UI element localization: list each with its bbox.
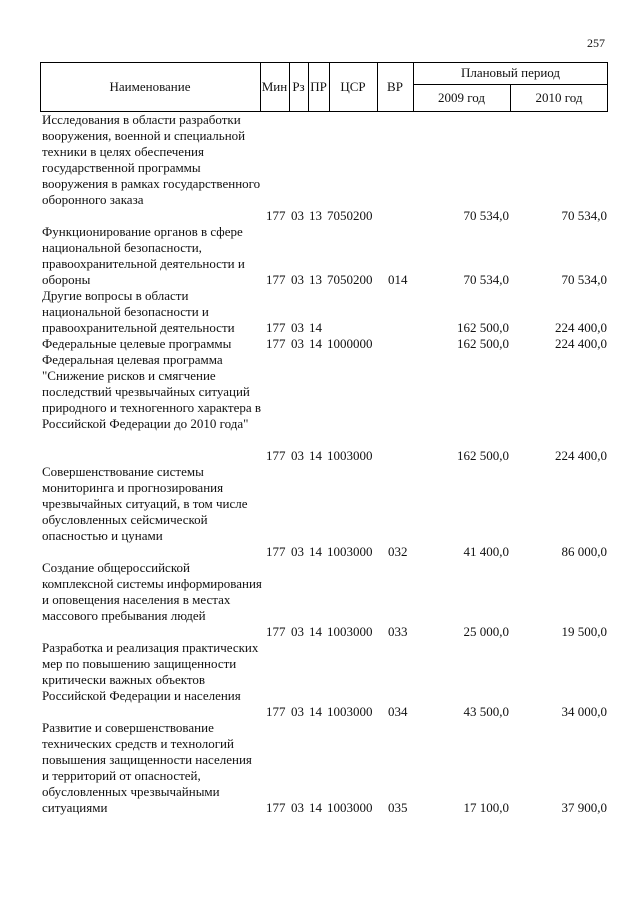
row-2009: 162 500,0 xyxy=(457,336,509,351)
row-name: Другие вопросы в области национальной безопасности и правоохранительной деятельности xyxy=(42,288,235,335)
table-row xyxy=(0,640,640,720)
table-row xyxy=(0,336,640,352)
row-pr: 14 xyxy=(309,704,322,719)
row-2009: 25 000,0 xyxy=(463,624,509,639)
row-name: Развитие и совершенствование технических средств и технологий повышения защищенности населения и территорий от опасностей, обусловленных чрезвычайными ситуациями xyxy=(42,720,252,815)
header-rz: Рз xyxy=(292,79,305,94)
row-pr: 14 xyxy=(309,320,322,335)
row-2009: 43 500,0 xyxy=(463,704,509,719)
row-min: 177 xyxy=(266,800,286,815)
row-2010: 70 534,0 xyxy=(561,208,607,223)
row-rz: 03 xyxy=(291,272,304,287)
header-min: Мин xyxy=(261,79,288,94)
row-min: 177 xyxy=(266,208,286,223)
row-name: Создание общероссийской комплексной системы информирования и оповещения населения в местах массового пребывания людей xyxy=(42,560,262,623)
table-row xyxy=(0,464,640,560)
table-header xyxy=(40,62,608,112)
header-name: Наименование xyxy=(109,79,191,94)
row-csr: 1003000 xyxy=(327,624,373,639)
row-rz: 03 xyxy=(291,800,304,815)
row-pr: 14 xyxy=(309,336,322,351)
row-2009: 162 500,0 xyxy=(457,320,509,335)
row-name: Исследования в области разработки вооружения, военной и специальной техники в целях обеспечения государственной программы вооружения в рамках государственного оборонного заказа xyxy=(42,112,261,207)
row-min: 177 xyxy=(266,272,286,287)
row-csr: 1003000 xyxy=(327,544,373,559)
row-min: 177 xyxy=(266,336,286,351)
row-min: 177 xyxy=(266,624,286,639)
row-2009: 41 400,0 xyxy=(463,544,509,559)
row-pr: 14 xyxy=(309,800,322,815)
table-row xyxy=(0,288,640,336)
row-name: Совершенствование системы мониторинга и прогнозирования чрезвычайных ситуаций, в том числе обусловленных сейсмической опасностью и цунами xyxy=(42,464,248,543)
header-year-2009: 2009 год xyxy=(438,90,485,105)
page-number: 257 xyxy=(587,36,605,50)
row-csr: 7050200 xyxy=(327,208,373,223)
table-row xyxy=(0,352,640,464)
row-pr: 14 xyxy=(309,544,322,559)
row-rz: 03 xyxy=(291,320,304,335)
row-rz: 03 xyxy=(291,704,304,719)
row-pr: 13 xyxy=(309,208,322,223)
header-csr: ЦСР xyxy=(340,79,366,94)
row-csr: 1003000 xyxy=(327,800,373,815)
row-2010: 34 000,0 xyxy=(561,704,607,719)
row-2010: 70 534,0 xyxy=(561,272,607,287)
row-rz: 03 xyxy=(291,208,304,223)
table-row xyxy=(0,112,640,224)
row-name: Разработка и реализация практических мер по повышению защищенности критически важных объектов Российской Федерации и населения xyxy=(42,640,259,703)
row-csr: 1003000 xyxy=(327,448,373,463)
row-2009: 70 534,0 xyxy=(463,272,509,287)
row-csr: 1000000 xyxy=(327,336,373,351)
table-row xyxy=(0,560,640,640)
row-pr: 14 xyxy=(309,448,322,463)
row-rz: 03 xyxy=(291,448,304,463)
row-rz: 03 xyxy=(291,624,304,639)
row-min: 177 xyxy=(266,320,286,335)
table-row xyxy=(0,224,640,288)
row-vr: 032 xyxy=(388,544,408,559)
header-vr: ВР xyxy=(387,79,403,94)
row-vr: 014 xyxy=(388,272,408,287)
table-row xyxy=(0,720,640,816)
header-planning-period: Плановый период xyxy=(460,65,561,80)
row-2010: 37 900,0 xyxy=(561,800,607,815)
row-2010: 224 400,0 xyxy=(555,320,607,335)
row-2009: 162 500,0 xyxy=(457,448,509,463)
row-vr: 034 xyxy=(388,704,408,719)
row-2009: 17 100,0 xyxy=(463,800,509,815)
row-name: Функционирование органов в сфере национальной безопасности, правоохранительной деятельности и обороны xyxy=(42,224,245,287)
row-name: Федеральные целевые программы xyxy=(42,336,232,351)
row-pr: 14 xyxy=(309,624,322,639)
row-name: Федеральная целевая программа "Снижение рисков и смягчение последствий чрезвычайных ситуаций природного и техногенного характера в Российской Федерации до 2010 года" xyxy=(42,352,262,431)
row-2010: 19 500,0 xyxy=(561,624,607,639)
table-body xyxy=(0,112,640,816)
row-pr: 13 xyxy=(309,272,322,287)
row-min: 177 xyxy=(266,704,286,719)
row-rz: 03 xyxy=(291,336,304,351)
row-2010: 224 400,0 xyxy=(555,448,607,463)
row-2010: 86 000,0 xyxy=(561,544,607,559)
row-2009: 70 534,0 xyxy=(463,208,509,223)
row-2010: 224 400,0 xyxy=(555,336,607,351)
header-year-2010: 2010 год xyxy=(535,90,583,105)
row-min: 177 xyxy=(266,448,286,463)
row-min: 177 xyxy=(266,544,286,559)
header-pr: ПР xyxy=(310,79,327,94)
row-rz: 03 xyxy=(291,544,304,559)
row-csr: 7050200 xyxy=(327,272,373,287)
row-vr: 033 xyxy=(388,624,408,639)
row-csr: 1003000 xyxy=(327,704,373,719)
row-vr: 035 xyxy=(388,800,408,815)
